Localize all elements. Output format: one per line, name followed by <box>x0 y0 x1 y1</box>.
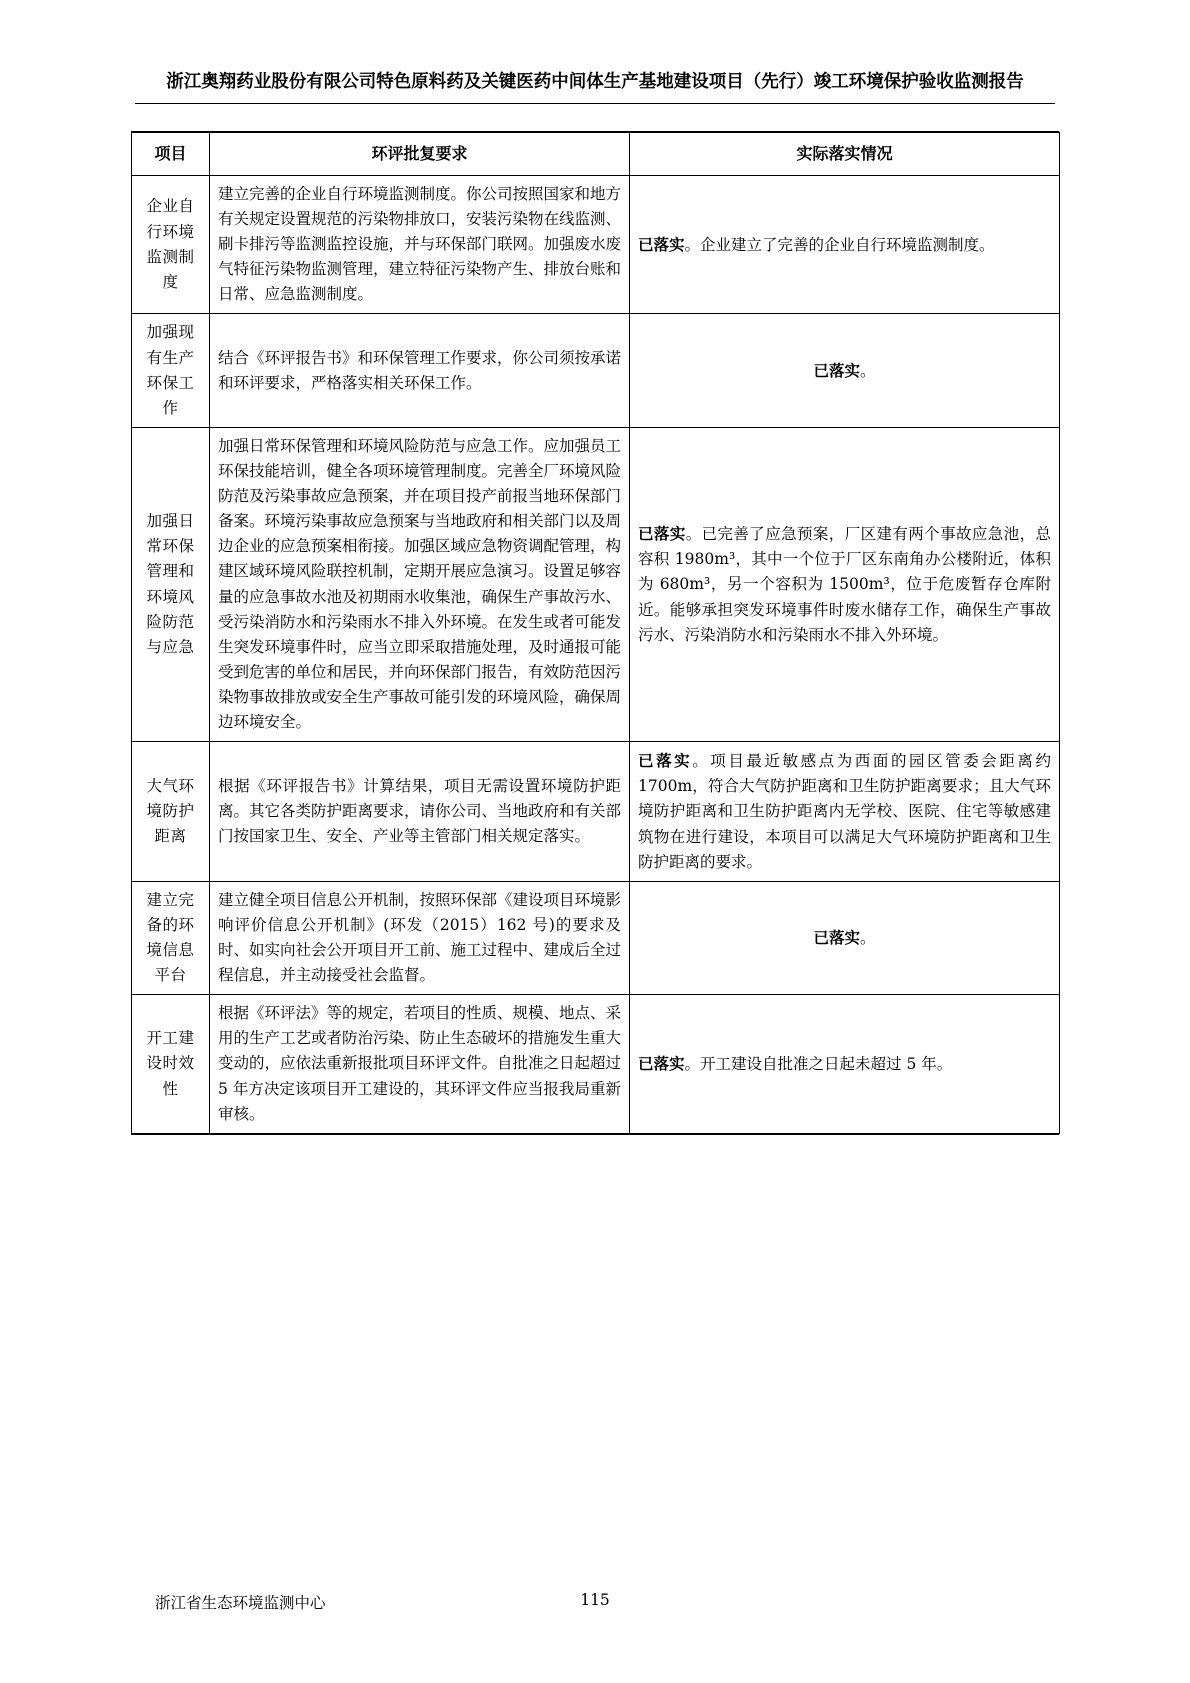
row-item: 加强日常环保管理和环境风险防范与应急 <box>132 427 210 741</box>
row-item: 企业自行环境监测制度 <box>132 175 210 314</box>
table-row <box>132 314 1060 427</box>
row-actual-detail: 。 <box>860 928 876 947</box>
row-actual-status: 已落实 <box>638 751 693 771</box>
row-requirement: 加强日常环保管理和环境风险防范与应急工作。应加强员工环保技能培训，健全各项环境管理制度。完善全厂环境风险防范及污染事故应急预案，并在项目投产前报当地环保部门备案。环境污染事故应急预案与当地政府和相关部门以及周边企业的应急预案相衔接。加强区域应急物资调配管理，构建区域环境风险联控机制，定期开展应急演习。设置足够容量的应急事故水池及初期雨水收集池，确保生产事故污水、受污染消防水和污染雨水不排入外环境。在发生或者可能发生突发环境事件时，应当立即采取措施处理，及时通报可能受到危害的单位和居民，并向环保部门报告，有效防范因污染物事故排放或安全生产事故可能引发的环境风险，确保周边环境安全。 <box>210 427 630 741</box>
page-header: 浙江奥翔药业股份有限公司特色原料药及关键医药中间体生产基地建设项目（先行）竣工环境保护验收监测报告 <box>166 72 1024 92</box>
row-actual <box>630 742 1060 882</box>
row-requirement: 建立健全项目信息公开机制，按照环保部《建设项目环境影响评价信息公开机制》(环发（2015）162 号)的要求及时、如实向社会公开项目开工前、施工过程中、建成后全过程信息，并主动接受社会监督。 <box>210 881 630 994</box>
row-actual-detail: 。开工建设自批准之日起未超过 5 年。 <box>684 1054 953 1073</box>
row-requirement: 建立完善的企业自行环境监测制度。你公司按照国家和地方有关规定设置规范的污染物排放口，安装污染物在线监测、刷卡排污等监测监控设施，并与环保部门联网。加强废水废气特征污染物监测管理，建立特征污染物产生、排放台账和日常、应急监测制度。 <box>210 175 630 314</box>
table-row <box>132 881 1060 994</box>
table-row <box>132 742 1060 882</box>
row-actual-detail: 。项目最近敏感点为西面的园区管委会距离约 1700m，符合大气防护距离和卫生防护距离要求；且大气环境防护距离和卫生防护距离内无学校、医院、住宅等敏感建筑物在进行建设，本项目可以满足大气环境防护距离和卫生防护距离的要求。 <box>638 752 1051 871</box>
row-actual-status: 已落实 <box>638 524 686 544</box>
row-item: 建立完备的环境信息平台 <box>132 881 210 994</box>
column-header-requirement: 环评批复要求 <box>210 133 630 176</box>
footer-page-number: 115 <box>580 1591 610 1609</box>
table-row <box>132 175 1060 314</box>
row-item: 大气环境防护距离 <box>132 742 210 882</box>
row-requirement: 根据《环评法》等的规定，若项目的性质、规模、地点、采用的生产工艺或者防治污染、防止生态破坏的措施发生重大变动的，应依法重新报批项目环评文件。自批准之日起超过 5 年方决定该项目开工建设的，其环评文件应当报我局重新审核。 <box>210 995 630 1134</box>
column-header-item: 项目 <box>132 133 210 176</box>
row-actual-detail: 。 <box>860 361 876 380</box>
row-item: 开工建设时效性 <box>132 995 210 1134</box>
row-item: 加强现有生产环保工作 <box>132 314 210 427</box>
row-requirement: 结合《环评报告书》和环保管理工作要求，你公司须按承诺和环评要求，严格落实相关环保工作。 <box>210 314 630 427</box>
table-top-rule <box>131 131 1059 133</box>
row-actual-detail: 。已完善了应急预案，厂区建有两个事故应急池，总容积 1980m³，其中一个位于厂区东南角办公楼附近，体积为 680m³，另一个容积为 1500m³，位于危废暂存仓库附近。能够承担突发环境事件时废水储存工作，确保生产事故污水、污染消防水和污染雨水不排入外环境。 <box>638 525 1051 644</box>
approval-requirements-table <box>131 132 1060 1134</box>
table-row <box>132 427 1060 741</box>
row-actual-status: 已落实 <box>813 360 860 380</box>
row-actual <box>630 175 1060 314</box>
table-row <box>132 995 1060 1134</box>
row-actual <box>630 881 1060 994</box>
footer-organization: 浙江省生态环境监测中心 <box>155 1594 326 1612</box>
row-actual <box>630 995 1060 1134</box>
column-header-actual: 实际落实情况 <box>630 133 1060 176</box>
header-divider <box>135 103 1055 104</box>
row-actual <box>630 314 1060 427</box>
row-actual-detail: 。企业建立了完善的企业自行环境监测制度。 <box>684 235 995 254</box>
row-actual-status: 已落实 <box>813 927 860 947</box>
table-bottom-rule <box>131 1133 1059 1135</box>
table-header-row <box>132 133 1060 176</box>
row-requirement: 根据《环评报告书》计算结果，项目无需设置环境防护距离。其它各类防护距离要求，请你公司、当地政府和有关部门按国家卫生、安全、产业等主管部门相关规定落实。 <box>210 742 630 882</box>
row-actual <box>630 427 1060 741</box>
row-actual-status: 已落实 <box>638 1053 685 1073</box>
row-actual-status: 已落实 <box>638 234 685 254</box>
